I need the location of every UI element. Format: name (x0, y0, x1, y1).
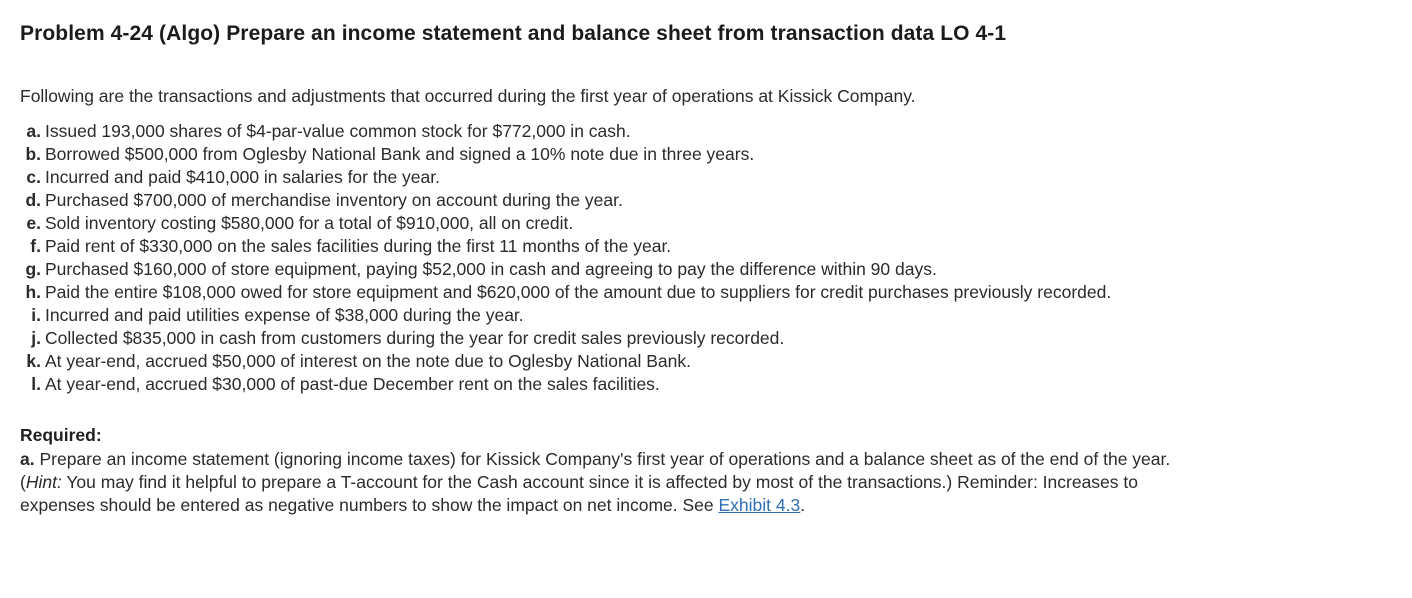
item-text: Borrowed $500,000 from Oglesby National Bank and signed a 10% note due in three years. (45, 144, 755, 164)
required-text-end: . (800, 495, 806, 515)
transaction-item (20, 143, 1205, 166)
item-text: Paid the entire $108,000 owed for store equipment and $620,000 of the amount due to suppliers for credit purchases previously recorded. (45, 282, 1112, 302)
item-letter: k. (26, 351, 41, 371)
exhibit-link[interactable]: Exhibit 4.3 (718, 495, 801, 515)
item-text: At year-end, accrued $30,000 of past-due December rent on the sales facilities. (45, 374, 660, 394)
item-letter: f. (30, 236, 41, 256)
item-letter: g. (25, 259, 41, 279)
transaction-item (20, 373, 1205, 396)
item-text: Sold inventory costing $580,000 for a total of $910,000, all on credit. (45, 213, 574, 233)
transaction-list (20, 120, 1392, 396)
transaction-item (20, 350, 1205, 373)
transaction-item (20, 120, 1205, 143)
transaction-item (20, 304, 1205, 327)
transaction-item (20, 166, 1205, 189)
required-letter: a. (20, 449, 35, 469)
required-instructions (20, 448, 1200, 517)
problem-content (20, 18, 1392, 517)
transaction-item (20, 281, 1205, 304)
transaction-item (20, 212, 1205, 235)
item-text: At year-end, accrued $50,000 of interest on the note due to Oglesby National Bank. (45, 351, 691, 371)
item-letter: c. (26, 167, 41, 187)
item-text: Incurred and paid $410,000 in salaries for the year. (45, 167, 440, 187)
item-letter: l. (31, 374, 41, 394)
item-letter: j. (31, 328, 41, 348)
item-letter: a. (26, 121, 41, 141)
hint-label: Hint: (25, 472, 62, 492)
item-letter: b. (25, 144, 41, 164)
transaction-item (20, 258, 1205, 281)
required-text-part: You may find it helpful to prepare a T-account for the Cash account since it is affected by most of the transactions.) Reminder: Increases to expenses should be entered as negative numbers to show the impact on net income. See (20, 472, 1138, 515)
required-text-part: Prepare an income statement (ignoring income taxes) for Kissick Company's first year of operations and a balance sheet as of the end of the year. ( (20, 449, 1171, 492)
item-letter: e. (26, 213, 41, 233)
transaction-item (20, 235, 1205, 258)
item-letter: i. (31, 305, 41, 325)
item-letter: d. (25, 190, 41, 210)
item-text: Incurred and paid utilities expense of $38,000 during the year. (45, 305, 524, 325)
item-text: Issued 193,000 shares of $4-par-value common stock for $772,000 in cash. (45, 121, 631, 141)
item-text: Collected $835,000 in cash from customers during the year for credit sales previously recorded. (45, 328, 785, 348)
problem-intro: Following are the transactions and adjustments that occurred during the first year of operations at Kissick Company. (20, 86, 916, 106)
problem-title: Problem 4-24 (Algo) Prepare an income statement and balance sheet from transaction data LO 4-1 (20, 22, 1007, 45)
item-letter: h. (25, 282, 41, 302)
transaction-item (20, 327, 1205, 350)
required-heading: Required: (20, 425, 102, 445)
transaction-item (20, 189, 1205, 212)
item-text: Purchased $700,000 of merchandise inventory on account during the year. (45, 190, 623, 210)
item-text: Paid rent of $330,000 on the sales facilities during the first 11 months of the year. (45, 236, 672, 256)
item-text: Purchased $160,000 of store equipment, paying $52,000 in cash and agreeing to pay the difference within 90 days. (45, 259, 937, 279)
